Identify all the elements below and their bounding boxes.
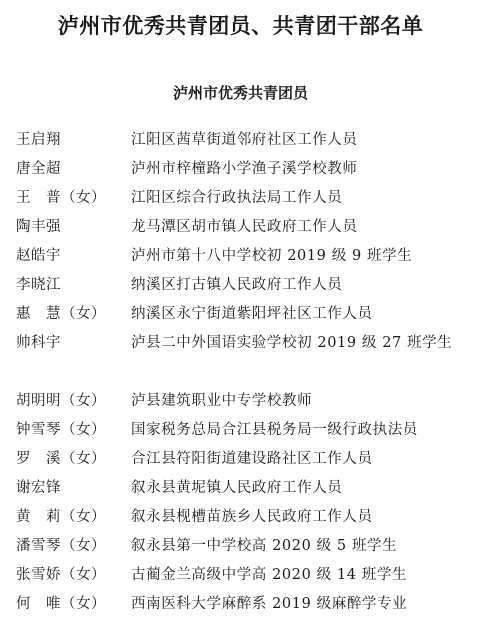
list-item: [0, 213, 481, 242]
list-item: [0, 271, 481, 300]
member-name: 钟雪琴（女）: [16, 422, 106, 438]
member-description: 泸州市第十八中学校初 2019 级 9 班学生: [131, 248, 413, 264]
member-description: 合江县符阳街道建设路社区工作人员: [131, 451, 373, 467]
member-name: 赵皓宇: [16, 248, 61, 264]
document-title: 泸州市优秀共青团员、共青团干部名单: [57, 14, 424, 38]
member-name: 王启翔: [16, 132, 61, 148]
member-description: 泸县建筑职业中专学校教师: [131, 393, 313, 409]
list-item: [0, 416, 481, 445]
member-name: 唐全超: [16, 161, 61, 177]
member-name: 陶丰强: [16, 219, 61, 235]
list-item: [0, 445, 481, 474]
list-item: [0, 242, 481, 271]
member-name: 帅科宇: [16, 335, 61, 351]
section-title: 泸州市优秀共青团员: [172, 84, 308, 102]
member-name: 黄 莉（女）: [16, 509, 106, 525]
list-item: [0, 126, 481, 155]
member-name: 何 唯（女）: [16, 596, 106, 612]
member-name: 胡明明（女）: [16, 393, 106, 409]
member-name: 惠 慧（女）: [16, 306, 106, 322]
member-description: 龙马潭区胡市镇人民政府工作人员: [131, 219, 358, 235]
member-name: 罗 溪（女）: [16, 451, 106, 467]
member-description: 古蔺金兰高级中学高 2020 级 14 班学生: [131, 567, 408, 583]
list-item: [0, 184, 481, 213]
list-item: [0, 155, 481, 184]
member-description: 泸县二中外国语实验学校初 2019 级 27 班学生: [131, 335, 453, 351]
member-name: 张雪娇（女）: [16, 567, 106, 583]
list-item: [0, 387, 481, 416]
member-name: 王 普（女）: [16, 190, 106, 206]
member-name: 潘雪琴（女）: [16, 538, 106, 554]
member-name: 谢宏锋: [16, 480, 61, 496]
list-item: [0, 590, 481, 619]
list-item: [0, 561, 481, 590]
member-description: 叙永县枧槽苗族乡人民政府工作人员: [131, 509, 373, 525]
member-description: 纳溪区永宁街道紫阳坪社区工作人员: [131, 306, 373, 322]
list-item: [0, 329, 481, 387]
member-description: 江阳区综合行政执法局工作人员: [131, 190, 343, 206]
member-description: 泸州市梓橦路小学渔子溪学校教师: [131, 161, 358, 177]
member-description: 江阳区茜草街道邻府社区工作人员: [131, 132, 358, 148]
list-item: [0, 474, 481, 503]
member-description: 纳溪区打古镇人民政府工作人员: [131, 277, 343, 293]
list-item: [0, 532, 481, 561]
member-description: 叙永县第一中学校高 2020 级 5 班学生: [131, 538, 398, 554]
list-item: [0, 300, 481, 329]
member-description: 叙永县黄坭镇人民政府工作人员: [131, 480, 343, 496]
list-item: [0, 503, 481, 532]
member-name: 李晓江: [16, 277, 61, 293]
member-description: 国家税务总局合江县税务局一级行政执法员: [131, 422, 418, 438]
member-description: 西南医科大学麻醉系 2019 级麻醉学专业: [131, 596, 408, 612]
member-list: [0, 126, 481, 619]
